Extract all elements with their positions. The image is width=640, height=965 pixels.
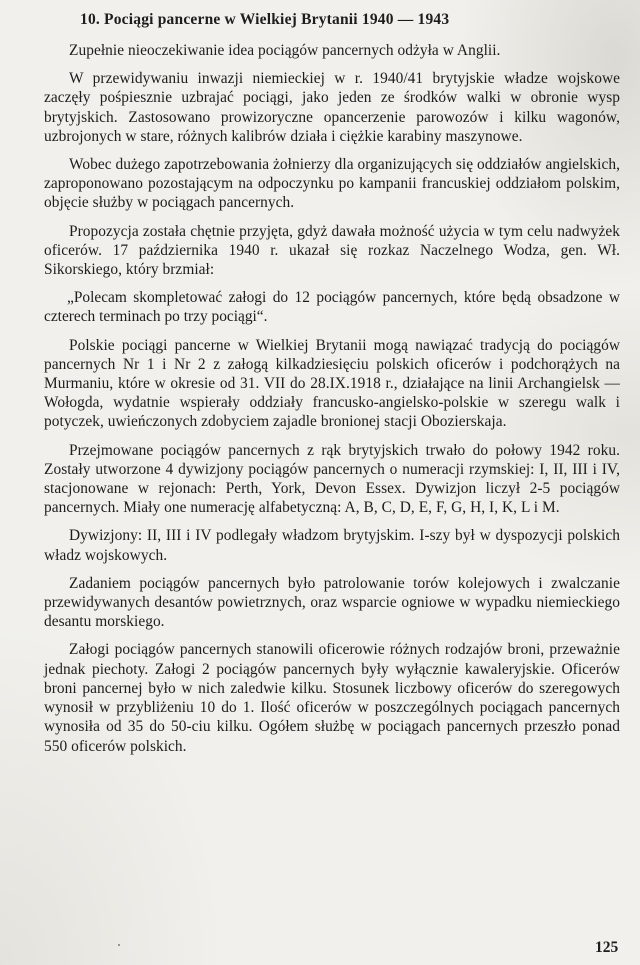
paragraph-1: Zupełnie nieoczekiwanie idea pociągów pancernych odżyła w Anglii. (69, 42, 501, 59)
page-number: 125 (595, 939, 619, 956)
paragraph-8: Dywizjony: II, III i IV podlegały władzom brytyjskim. I-szy był w dyspozycji polskich władz wojskowych. (44, 527, 620, 564)
order-quote: „Polecam skompletować załogi do 12 pociągów pancernych, które będą obsadzone w czterech terminach po trzy pociągi“. (44, 289, 620, 326)
paragraph-6: Polskie pociągi pancerne w Wielkiej Brytanii mogą nawiązać tradycją do pociągów pancernych Nr 1 i Nr 2 z załogą kilkadziesięciu polskich oficerów i podchorążych na Murmaniu, które w okresie od 31. VII do 28.IX.1918 r., działające na linii Archangielsk — Wołogda, wydatnie wspierały oddziały francusko-angielsko-polskie w szeregu walk i potyczek, uwieńczonych zdobyciem zajadle bronionej stacji Obozierskaja. (44, 336, 620, 431)
paragraph-9: Zadaniem pociągów pancernych było patrolowanie torów kolejowych i zwalczanie przewidywanych desantów powietrznych, oraz wsparcie ogniowe w wypadku niemieckiego desantu morskiego. (44, 574, 620, 631)
paragraph-4: Propozycja została chętnie przyjęta, gdyż dawała możność użycia w tym celu nadwyżek oficerów. 17 października 1940 r. ukazał się rozkaz Naczelnego Wodza, gen. Wł. Sikorskiego, który brzmiał: (44, 222, 620, 279)
paragraph-7: Przejmowane pociągów pancernych z rąk brytyjskich trwało do połowy 1942 roku. Zostały utworzone 4 dywizjony pociągów pancernych o numeracji rzymskiej: I, II, III i IV, stacjonowane w rejonach: Perth, York, Devon Essex. Dywizjon liczył 2-5 pociągów pancernych. Miały one numerację alfabetyczną: A, B, C, D, E, F, G, H, I, K, L i M. (44, 441, 620, 517)
paragraph-2: W przewidywaniu inwazji niemieckiej w r. 1940/41 brytyjskie władze wojskowe zaczęły pośpiesznie uzbrajać pociągi, jako jeden ze środków walki w obronie wysp brytyjskich. Zastosowano prowizoryczne opancerzenie parowozów i kilku wagonów, uzbrojonych w stare, różnych kalibrów działa i ciężkie karabiny maszynowe. (44, 70, 620, 145)
print-speck (118, 944, 120, 946)
chapter-heading: 10. Pociągi pancerne w Wielkiej Brytanii 1940 — 1943 (80, 11, 450, 28)
text-column (44, 10, 620, 765)
paragraph-3: Wobec dużego zapotrzebowania żołnierzy dla organizujących się oddziałów angielskich, zaproponowano pozostającym na odpoczynku po kampanii francuskiej oddziałom polskim, objęcie służby w pociągach pancernych. (44, 156, 620, 212)
paragraph-10: Załogi pociągów pancernych stanowili oficerowie różnych rodzajów broni, przeważnie jednak piechoty. Załogi 2 pociągów pancernych były wyłącznie kawaleryjskie. Oficerów broni pancernej było w nich zaledwie kilku. Stosunek liczbowy oficerów do szeregowych wynosił w przybliżeniu 10 do 1. Ilość oficerów w poszczególnych pociągach pancernych wynosiła od 35 do 50-ciu kilku. Ogółem służbę w pociągach pancernych przeszło ponad 550 oficerów polskich. (44, 641, 620, 755)
